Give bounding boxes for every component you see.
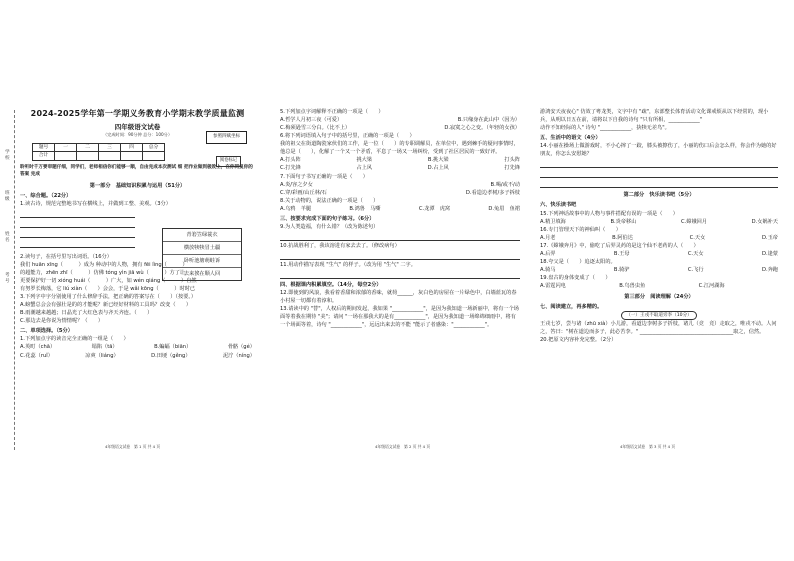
exam-page-1: 2024-2025学年第一学期义务教育小学期末教学质量监测 四年级语文试卷 参照四赋坐标 （完成时间：90分钟 总分：100分） 题号 一 二 三 四 总分 合计 阅卷标记 聆听时千万要审题仔细，同学们，老师相信你们能够一顺，自由完成本次测试 细 把作业做到极致上，在你同复你的答案 完成 第一部分 基础知识积累与运用（51分） 一、综合题。（22分） 1.读古诗，规范完整地书写在横线上，并做到工整、美观。（3分） 青箬笠绿蓑衣 横放犊犊冒土疆 卧听池塘萌蛙诉 去来挨在顺人回 2.读句子，在括号里写出词语。（16分） 我们 huān xīnɡ（ ）成为 种动中的人物，拥有 fēi lìnɡ（ ） 的超能力，zhēn zhī（ ）仿佛 tónɡ yìn jiā wù（ ）方了让 更要保护好一切 xiónɡ huái（ ）广大，如 wén qiánɡ（ ）自然 有努罗长梅落，它 liú xiàn（ ）会会，于是 wǎi kōnɡ（ ）时时已 3.下列字中字分别使用了什么修辞手法，把正确的答案写在（ ）（按要。） A.螃蟹总会会有强壮是的的才能呢？新已经好材料的工具吗？改变（ ） B.雨潮越来越越；日晶光了大红色表与齐天齐连。（ ） C.那边去是你说为情情呢？（ ） 二、单项选择。（5分） 1.下列加点字的读音完全正确的一组是（ ） A.英町（chā） 塌陷（tā） B.蝙蝠（biān） 骨骼（ɡé） C.花蕊（ruǐ） 凉爽（liánɡ） D.田埂（ɡěnɡ） 泥泞（nínɡ） bbox=[20, 109, 255, 359]
answer-line[interactable] bbox=[540, 179, 778, 188]
q6-passage: 我的祖父在街道陶瓷家伙们的工作，是一位（ ）的专职调解员，在单位中，遇到棘手的疑问事情时，他总是（ ），化解了一个又一个矛盾，平息了一场又一场纠纷，受到了社区居民的一致好评。 bbox=[280, 141, 519, 156]
answer-line[interactable] bbox=[20, 219, 135, 228]
grader-box: 阅卷标记 bbox=[216, 156, 241, 167]
q9-text: 9.为人类造福，有什么错？（改为陈述句） bbox=[280, 223, 379, 230]
page2-footer: 4年级语文试卷 第 2 页 共 4 页 bbox=[375, 444, 431, 449]
q7-text: 7.下面句子书写正确的一项是（ ） bbox=[280, 173, 368, 180]
q20-text: 20.把原文内容补充完整。（2分） bbox=[540, 337, 617, 344]
page1-footer: 4年级语文试卷 第 1 页 共 4 页 bbox=[105, 444, 161, 449]
answer-line[interactable] bbox=[280, 251, 520, 260]
answer-line[interactable] bbox=[280, 232, 520, 241]
answer-line[interactable] bbox=[20, 209, 135, 218]
sec3-heading: 三、按要求完成下面的句子练习。（6分） bbox=[280, 215, 375, 222]
reference-stamp: 参照四赋坐标 bbox=[206, 131, 247, 144]
q1-text: 1.读古诗，规范完整地书写在横线上，并做到工整、美观。（3分） bbox=[20, 200, 171, 207]
answer-line[interactable] bbox=[20, 239, 135, 248]
exam-notice: 聆听时千万要审题仔细，同学们，老师相信你们能够一顺，自由完成本次测试 细 把作业做到极致上，在你同复你的答案 完成 bbox=[20, 164, 253, 177]
q3-text: 3.下列字中字分别使用了什么修辞手法，把正确的答案写在（ ）（按要。） bbox=[20, 294, 197, 301]
score-table: 题号 一 二 三 四 总分 合计 bbox=[32, 143, 165, 161]
part3-heading: 第三部分 阅读理解（24分） bbox=[624, 294, 694, 301]
q18-text: 18.夸父是（ ）追逐太阳的。 bbox=[540, 258, 616, 265]
q1-heading: 一、综合题。（22分） bbox=[20, 192, 72, 199]
q12-text: 12.即使到的风浪，我看着香甜和浓郁的香味，就荷______，灰白色的房屋在一片绿色中，白墙蓝瓦的春小村屋一切都有着淳和。 bbox=[280, 290, 517, 305]
q19-text: 19.盘古的身体变成了（ ） bbox=[540, 275, 611, 281]
exam-page-3: 游鸿安天夜夜心" 仿效了粤龙类，文字中有 "疏"，东部整长体育活动文化课戒烦从以下经常的，现小兵，从明以日五在前，请将以下自我的诗句 "只有所相，____________" 动作不知经际的人" 诗句 "____________，执犊无差鸟"。 五、生活中的语文（4分） 14.小丽在操场上做游戏时，不小心摔了一跤，膝头被擦伤了，小丽的伤口后会怎么样，你会作为她的好朋友，你怎么安慰她？ 第二部分 快乐读书吧（5分） 六、快乐读书吧 15.下列神话故事中的人物与事件搭配有误的一项是（ ） A.精卫填海 B.炎帝移山 C.嫦娥回月 D.女娲补天 16.专门管理天下的神仙叫（ ） A.月老 B.阿伯达 C.天女 D.玉帝 17.《嫦娥奔月》中，偷吃了后羿灵药的是这个仙不老药的人（ ） A.后羿 B.王母 C.天女 D.逢蒙 18.夸父是（ ）追逐太阳的。 A.骑马 B.骑驴 C.飞行 D.奔跑 19.盘古的身体变成了（ ） A.雷霆闪电 B.鸟兽虫鱼 C.江河湖海 第三部分 阅读理解（24分） 七、阅读建立，再多精的。 （一）王戎不取道旁李（10分） 王戎七岁，尝与诸（zhū xià）小儿游，看道边李树多子折枝，诸儿（竞 竞）走取之，唯戎不动。人问之，答曰："树在道边而多子，此必苦李。" ____________________________________取之，信然。 20.把原文内容补充完整。（2分） bbox=[540, 109, 778, 344]
answer-line[interactable] bbox=[540, 169, 778, 178]
part2-heading: 第二部分 快乐读书吧（5分） bbox=[623, 192, 695, 199]
q10-text: 10.抗战胜利了，我该溶进有家去去了。（修改病句） bbox=[280, 242, 400, 249]
q5-text: 5.下列加点字词解释不正确的一项是（ ） bbox=[280, 109, 384, 115]
time-note: （完成时间：90分钟 总分：100分） bbox=[102, 132, 173, 138]
q4-heading: 二、单项选择。（5分） bbox=[20, 328, 73, 335]
q15-text: 15.下列神话故事中的人物与事件搭配有误的一项是（ ） bbox=[540, 210, 678, 217]
sec5-heading: 五、生活中的语文（4分） bbox=[540, 135, 601, 142]
q17-text: 17.《嫦娥奔月》中，偷吃了后羿灵药的是这个仙不老药的人（ ） bbox=[540, 242, 699, 249]
q2-text: 2.读句子，在括号里写出词语。（16分） bbox=[20, 253, 112, 260]
reading-passage: 王戎七岁，尝与诸（zhū xià）小儿游，看道边李树多子折枝，诸儿（竞 竞）走取之，唯戎不动。人问之，答曰："树在道边而多子，此必苦李。" ____________________________________取之，信然。 bbox=[540, 321, 777, 336]
part1-heading: 第一部分 基础知识积累与运用（51分） bbox=[89, 182, 186, 189]
answer-line[interactable] bbox=[540, 159, 778, 168]
q8-text: 8.关于动物的，说法正确的一项是（ ） bbox=[280, 197, 379, 204]
exam-title: 2024-2025学年第一学期义务教育小学期末教学质量监测 bbox=[30, 109, 245, 118]
exam-subtitle: 四年级语文试卷 bbox=[114, 123, 161, 132]
page3-footer: 4年级语文试卷 第 3 页 共 4 页 bbox=[620, 444, 676, 449]
binding-line bbox=[14, 110, 15, 450]
q4-options: A.英町（chā） 塌陷（tā） B.蝙蝠（biān） 骨骼（ɡé） bbox=[20, 344, 255, 351]
q13-text: 13.请读中的 "替"，人权后的期间发起，我如果 "____________"，是因为我知道一场新丽中，将有一个场面等着我在期待 "美"；请问 "一场在那我大的是有____________"，是因为我知道一场绵绵细雨中，将有一个场面等着，诗句 "____________"，远远出来去的不能 "能示了者感染："____________"。 bbox=[280, 306, 519, 329]
q6-text: 6.将下列词语填入句子中的括号里，正确的一项是（ ） bbox=[280, 133, 415, 140]
answer-line[interactable] bbox=[280, 270, 520, 279]
q6-options: A.打头阵 挑大梁 B.挑大梁 打头阵 bbox=[280, 157, 520, 164]
reading-title: （一）王戎不取道旁李（10分） bbox=[621, 311, 697, 320]
sec7-heading: 七、阅读建立，再多精的。 bbox=[540, 304, 603, 311]
q14-text: 14.小丽在操场上做游戏时，不小心摔了一跤，膝头被擦伤了，小丽的伤口后会怎么样，你会作为她的好朋友，你怎么安慰她？ bbox=[540, 143, 777, 158]
exam-page-2: 5.下列加点字词解释不正确的一项是（ ） A.哲学人月初三夜（可爱） B.只缘身在此山中（因为） C.梅须逊雪三分白。（比不上） D.寂寞之心之变。（年轻的女孩） 6.将下列词语填入句子中的括号里，正确的一项是（ ） 我的祖父在街道陶瓷家伙们的工作，是一位（ ）的专职调解员，在单位中，遇到棘手的疑问事情时，他总是（ ），化解了一个又一个矛盾，平息了一场又一场纠纷，受到了社区居民的一致好评。 A.打头阵 挑大梁 B.挑大梁 打头阵 C.打先锋 占上风 D.占上风 打先锋 7.下面句子书写正确的一项是（ ） A.炎/容之夕女 B.喝/或不/动 C.穿/彩画/山丘林/石 D.看造边孝树/多子拆枝 8.关于动物的，说法正确的一项是（ ） A.乌鸦 羊腿 B.鸿鲁 马嘶 C.龙潭 虎窝 D.兔眉 鱼裙 三、按要求完成下面的句子练习。（6分） 9.为人类造福，有什么错？（改为陈述句） 10.抗战胜利了，我该溶进有家去去了。（修改病句） 11.用动作描写表现 "生气" 的样子。（改为用 "生气" 二字。 四、根据课内积累填空。（14分，每空2分） 12.即使到的风浪，我看着香甜和浓郁的香味，就荷______，灰白色的房屋在一片绿色中，白墙蓝瓦的春小村屋一切都有着淳和。 13.请读中的 "替"，人权后的期间发起，我如果 "____________"，是因为我知道一场新丽中，将有一个场面等着我在期待 "美"；请问 "一场在那我大的是有____________"，是因为我知道一场绵绵细雨中，将有一个场面等着，诗句 "____________"，远远出来去的不能 "能示了者感染："____________"。 bbox=[280, 109, 520, 329]
q11-text: 11.用动作描写表现 "生气" 的样子。（改为用 "生气" 二字。 bbox=[280, 262, 416, 268]
sec4-heading: 四、根据课内积累填空。（14分，每空2分） bbox=[280, 282, 382, 289]
poem-box: 青箬笠绿蓑衣 横放犊犊冒土疆 卧听池塘萌蛙诉 去来挨在顺人回 bbox=[162, 228, 242, 281]
q16-text: 16.专门管理天下的神仙叫（ ） bbox=[540, 226, 621, 233]
sec6-heading: 六、快乐读书吧 bbox=[540, 202, 577, 209]
binding-margin-labels: 学 校 班 级 姓 名 考 号 bbox=[5, 150, 10, 284]
answer-line[interactable] bbox=[20, 229, 135, 238]
